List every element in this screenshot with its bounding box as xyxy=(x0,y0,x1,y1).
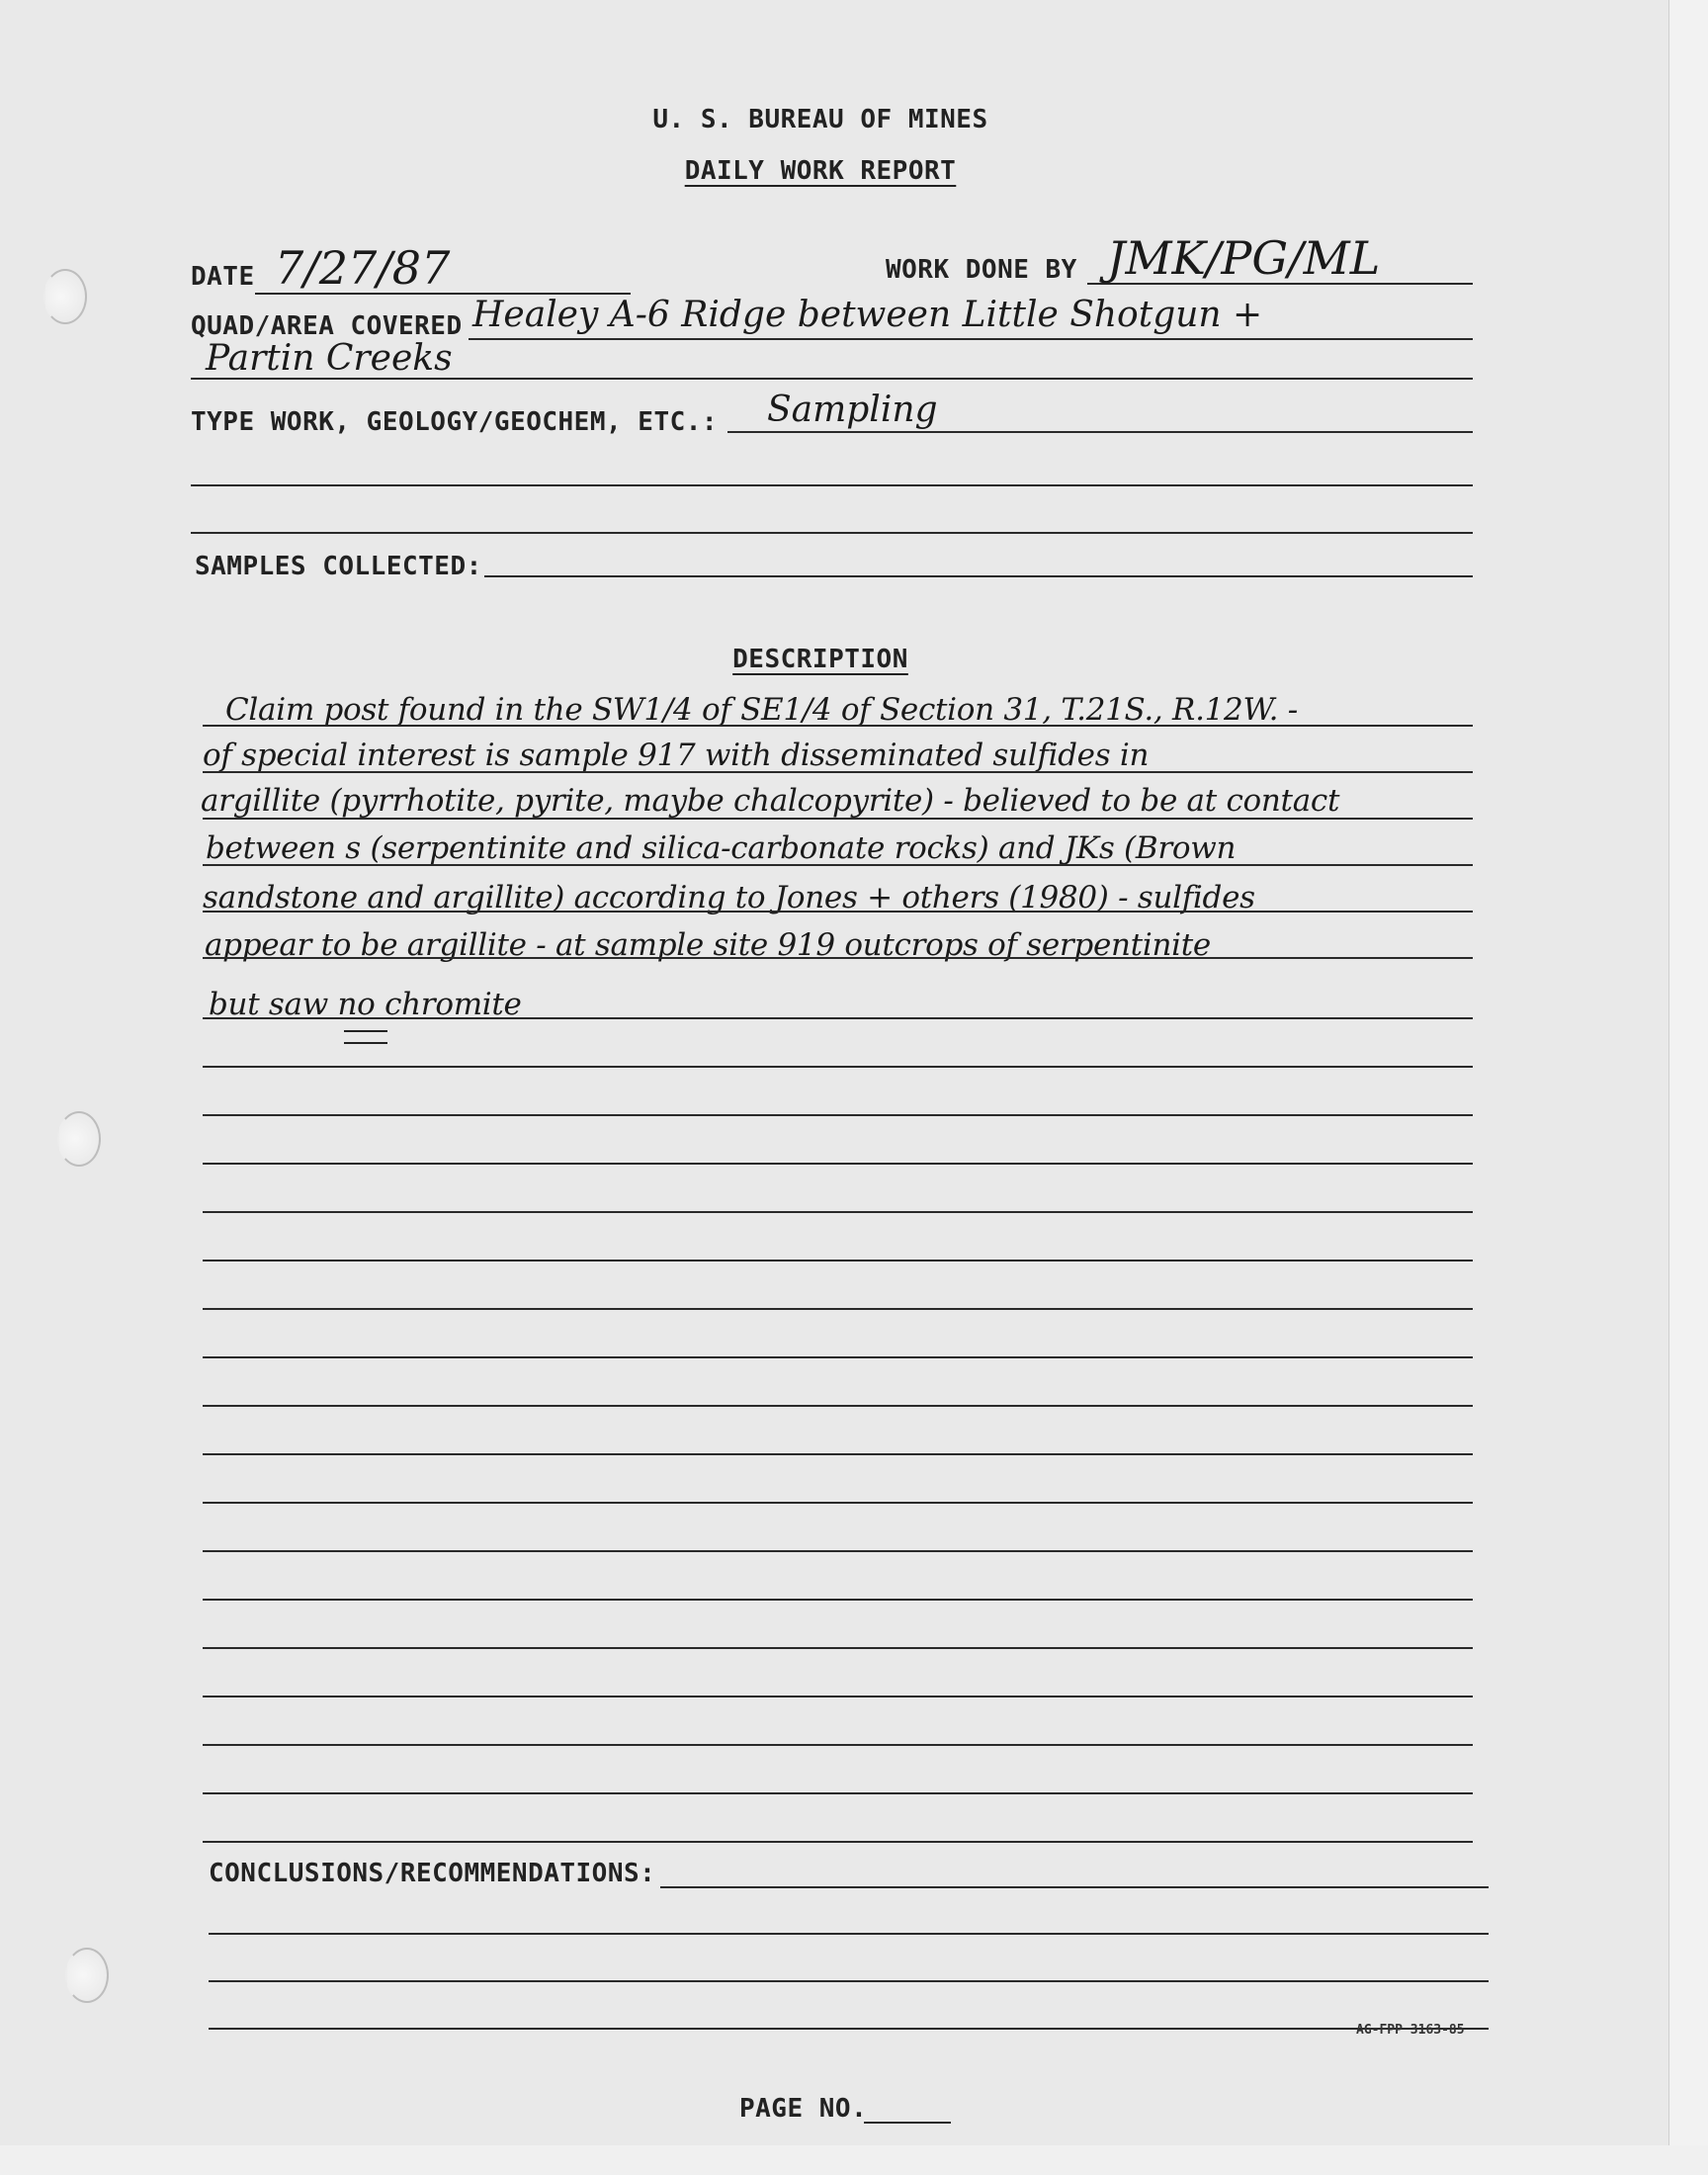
type-work-extra-line-2 xyxy=(191,532,1473,534)
description-heading: DESCRIPTION xyxy=(732,645,908,674)
description-line xyxy=(203,1502,1473,1504)
quad-value-line2: Partin Creeks xyxy=(206,338,453,379)
work-done-by-value: JMK/PG/ML xyxy=(1107,231,1381,285)
form-code: AG-FPP 3163-85 xyxy=(1356,2023,1465,2038)
description-line xyxy=(203,1841,1473,1843)
conclusions-line xyxy=(209,2028,1489,2030)
description-line-3: argillite (pyrrhotite, pyrite, maybe chalcopyrite) - believed to be at contact xyxy=(201,783,1340,819)
description-line xyxy=(203,1017,1473,1019)
description-line xyxy=(203,1744,1473,1746)
description-line xyxy=(203,1405,1473,1407)
type-work-label: TYPE WORK, GEOLOGY/GEOCHEM, ETC.: xyxy=(191,407,719,437)
description-line xyxy=(203,1356,1473,1358)
no-emphasis-underline xyxy=(344,1030,387,1044)
date-label: DATE xyxy=(191,262,255,292)
quad-label: QUAD/AREA COVERED xyxy=(191,311,463,341)
punch-hole-middle xyxy=(57,1111,101,1167)
description-line xyxy=(203,1550,1473,1552)
description-line-7: but saw no chromite xyxy=(209,987,522,1022)
description-line xyxy=(203,818,1473,820)
description-line xyxy=(203,1163,1473,1165)
quad-line-1 xyxy=(469,338,1473,340)
quad-value-line1: Healey A-6 Ridge between Little Shotgun + xyxy=(472,295,1263,335)
page-no-label: PAGE NO. xyxy=(739,2094,868,2124)
conclusions-line xyxy=(209,1980,1489,1982)
description-line xyxy=(203,1792,1473,1794)
description-line-4: between s (serpentinite and silica-carbonate rocks) and JKs (Brown xyxy=(206,830,1237,866)
description-line xyxy=(203,1066,1473,1068)
description-line-2: of special interest is sample 917 with disseminated sulfides in xyxy=(203,738,1150,773)
description-line xyxy=(203,911,1473,913)
form-title: DAILY WORK REPORT xyxy=(684,156,957,186)
type-work-line xyxy=(727,431,1473,433)
work-done-by-label: WORK DONE BY xyxy=(886,255,1077,285)
description-line xyxy=(203,1453,1473,1455)
page-no-line xyxy=(864,2122,951,2124)
paper-edge-bottom xyxy=(0,2145,1708,2175)
agency-title: U. S. BUREAU OF MINES xyxy=(652,105,988,134)
description-line xyxy=(203,771,1473,773)
conclusions-line xyxy=(209,1933,1489,1935)
description-line-1: Claim post found in the SW1/4 of SE1/4 of Section 31, T.21S., R.12W. - xyxy=(225,692,1298,728)
conclusions-line xyxy=(660,1886,1489,1888)
conclusions-label: CONCLUSIONS/RECOMMENDATIONS: xyxy=(209,1859,656,1888)
paper-edge xyxy=(1668,0,1708,2175)
description-line-6: appear to be argillite - at sample site 919 outcrops of serpentinite xyxy=(205,927,1211,963)
samples-collected-label: SAMPLES COLLECTED: xyxy=(195,552,482,581)
punch-hole-top xyxy=(43,269,87,324)
description-line xyxy=(203,725,1473,727)
date-value: 7/27/87 xyxy=(275,241,451,295)
punch-hole-bottom xyxy=(65,1948,109,2003)
description-line xyxy=(203,1599,1473,1601)
description-line xyxy=(203,1696,1473,1697)
description-line xyxy=(203,1647,1473,1649)
description-line xyxy=(203,864,1473,866)
samples-collected-line xyxy=(484,575,1473,577)
description-line xyxy=(203,957,1473,959)
description-line-5: sandstone and argillite) according to Jones + others (1980) - sulfides xyxy=(203,880,1255,915)
description-line xyxy=(203,1308,1473,1310)
description-line xyxy=(203,1211,1473,1213)
description-line xyxy=(203,1260,1473,1262)
description-line xyxy=(203,1114,1473,1116)
type-work-value: Sampling xyxy=(767,390,938,430)
type-work-extra-line-1 xyxy=(191,484,1473,486)
